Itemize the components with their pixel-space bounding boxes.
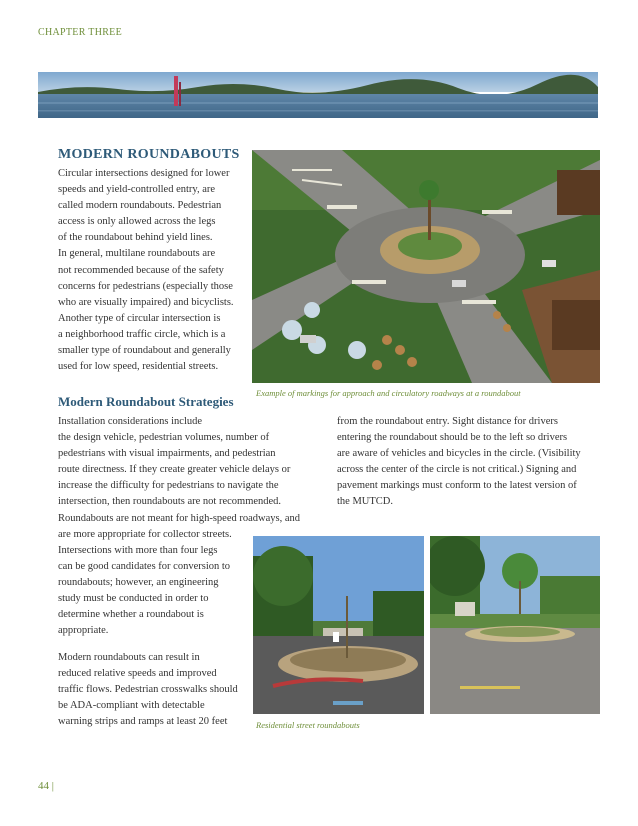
text-line: who are visually impaired) and bicyclists. (58, 296, 234, 308)
text-line: are aware of vehicles and bicycles in the circle. (Visibility (337, 448, 581, 460)
text-line: can be good candidates for conversion to (58, 560, 231, 572)
residential-roundabout-photo-2 (430, 536, 600, 714)
roundabout-rendering-image (252, 150, 600, 383)
section-title-strategies: Modern Roundabout Strategies (58, 394, 234, 409)
text-line: roundabouts; however, an engineering (58, 576, 219, 588)
text-line: Another type of circular intersection is (58, 312, 221, 324)
text-line: warning strips and ramps at least 20 feet (58, 716, 228, 728)
page-number: 44 | (38, 780, 54, 792)
text-line: pedestrians with visual impairments, and pedestrian (58, 448, 276, 460)
intro-paragraph (58, 166, 234, 375)
text-line: reduced relative speeds and improved (58, 668, 217, 680)
text-line: the MUTCD. (337, 496, 393, 508)
text-line: used for low speed, residential streets. (58, 361, 219, 373)
text-line: study must be conducted in order to (58, 593, 209, 605)
text-line: In general, multilane roundabouts are (58, 248, 216, 260)
text-line: determine whether a roundabout is (58, 609, 204, 621)
chapter-label: CHAPTER THREE (38, 27, 122, 38)
text-line: are more appropriate for collector streets. (58, 528, 232, 540)
text-line: across the center of the circle is not critical.) Signing and (337, 464, 577, 476)
text-line: access is only allowed across the legs (58, 216, 216, 228)
text-line: Modern roundabouts can result in (58, 652, 200, 663)
text-line: route directness. If they create greater vehicle delays or (58, 464, 291, 476)
crosswalk-paragraph (58, 650, 238, 730)
text-line: concerns for pedestrians (especially those (58, 280, 233, 292)
text-line: increase the difficulty for pedestrians to navigate the (58, 480, 279, 492)
section-title-modern-roundabouts: MODERN ROUNDABOUTS (58, 147, 240, 162)
residential-roundabout-photo-1 (253, 536, 424, 714)
text-line: speeds and yield-controlled entry, are (58, 184, 216, 196)
text-line: the design vehicle, pedestrian volumes, number of (58, 432, 270, 444)
text-line: smaller type of roundabout and generally (58, 345, 231, 357)
right-column-paragraph (337, 414, 581, 511)
text-line: traffic flows. Pedestrian crosswalks should (58, 684, 238, 696)
text-line: appropriate. (58, 625, 109, 637)
text-line: not recommended because of the safety (58, 264, 224, 276)
text-line: Circular intersections designed for lower (58, 168, 230, 179)
text-line: of the roundabout behind yield lines. (58, 232, 213, 244)
text-line: from the roundabout entry. Sight distance for drivers (337, 416, 558, 427)
text-line: Intersections with more than four legs (58, 544, 218, 556)
rendering-caption: Example of markings for approach and circulatory roadways at a roundabout (256, 388, 521, 398)
text-line: intersection, then roundabouts are not recommended. (58, 496, 282, 508)
text-line: a neighborhood traffic circle, which is a (58, 328, 226, 340)
text-line: pavement markings must conform to the latest version of (337, 480, 577, 492)
text-line: Installation considerations include (58, 416, 203, 427)
lake-banner-image (38, 72, 598, 118)
residential-caption: Residential street roundabouts (256, 720, 360, 730)
text-line: Roundabouts are not meant for high-speed roadways, and (58, 512, 301, 524)
text-line: entering the roundabout should be to the left so drivers (337, 432, 568, 444)
text-line: be ADA-compliant with detectable (58, 700, 205, 712)
text-line: called modern roundabouts. Pedestrian (58, 200, 222, 212)
